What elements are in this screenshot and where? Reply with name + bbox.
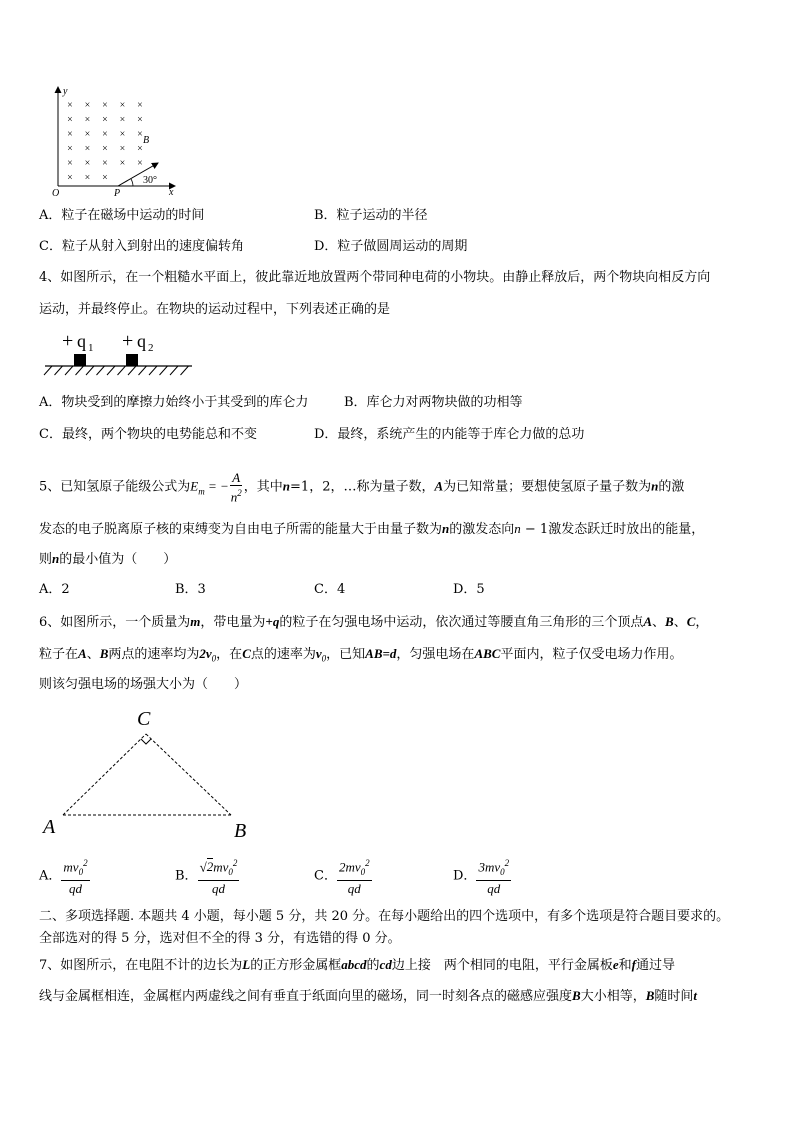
var-e: e xyxy=(612,957,619,972)
var-n: n xyxy=(52,551,60,566)
hatch-line xyxy=(107,366,115,375)
triangle-figure xyxy=(38,700,268,845)
speed-2v0: 2v xyxy=(199,646,212,661)
field-cross: × xyxy=(137,100,143,111)
var-n: n xyxy=(282,478,291,494)
q6-l2-text: 两点的速率均为 xyxy=(108,647,200,662)
q5-stem-line3 xyxy=(39,550,176,569)
magnetic-field-figure xyxy=(45,83,185,201)
vertex-c-label: C xyxy=(137,708,151,730)
q4-stem-line2: 运动，并最终停止。在物块的运动过程中，下列表述正确的是 xyxy=(39,302,391,317)
field-cross: × xyxy=(84,114,91,126)
q7-l1-text: 的正方形金属框 xyxy=(250,958,342,973)
q7-l1-text: 的 xyxy=(366,958,380,973)
hatch-line xyxy=(97,366,105,375)
field-cross: × xyxy=(84,100,91,111)
hatch-line xyxy=(65,366,73,375)
side-ac xyxy=(63,734,146,815)
energy-fraction xyxy=(229,470,244,504)
q3-option-b: B．粒子运动的半径 xyxy=(314,208,428,223)
q7-l1-text: 边上接 两个相同的电阻，平行金属板 xyxy=(391,958,613,973)
q1-subscript: 1 xyxy=(88,342,94,354)
q5-l1-text: 为已知常量；要想使氢原子量子数为 xyxy=(443,479,652,495)
var-abc: ABC xyxy=(474,646,501,661)
field-cross: × xyxy=(119,129,126,140)
hatch-line xyxy=(160,366,168,375)
q5-l1-text: 5、已知氢原子能级公式为 xyxy=(39,479,191,495)
q4-option-b: B．库仑力对两物块做的功相等 xyxy=(344,395,523,410)
y-axis-label: y xyxy=(63,86,68,97)
var-t: t xyxy=(693,988,698,1003)
field-cross: × xyxy=(84,143,91,155)
hatch-line xyxy=(128,366,136,375)
q4-option-d: D．最终，系统产生的内能等于库仑力做的总功 xyxy=(314,427,585,442)
field-cross: × xyxy=(67,158,73,169)
field-b-label: B xyxy=(143,135,150,146)
var-abcd: abcd xyxy=(341,957,367,972)
origin-label: O xyxy=(52,188,60,199)
field-cross: × xyxy=(137,114,143,126)
q3-option-c: C．粒子从射入到射出的速度偏转角 xyxy=(39,239,244,254)
q4-stem-line1: 4、如图所示，在一个粗糙水平面上，彼此靠近地放置两个带同种电荷的小物块。由静止释放后，两个物块向相反方向 xyxy=(39,270,711,285)
speed-subscript: 0 xyxy=(321,653,327,664)
q2-letter: q xyxy=(137,331,146,351)
option-d-fraction xyxy=(476,856,511,896)
q6-stem-line1 xyxy=(39,613,708,632)
var-q: +q xyxy=(265,614,280,629)
option-b-denominator: qd xyxy=(211,880,225,896)
q1-plus: + xyxy=(62,330,74,352)
block-1 xyxy=(74,354,86,366)
q5-l3-text: 则 xyxy=(39,552,53,567)
q6-l2-text: ，已知 xyxy=(326,647,366,662)
q4-option-c: C．最终，两个物块的电势能总和不变 xyxy=(39,427,257,442)
option-d-numerator: $3mv_0^2$ xyxy=(476,856,511,881)
var-b: B xyxy=(572,988,581,1003)
q5-option-a: A．2 xyxy=(39,582,70,597)
field-cross: × xyxy=(119,114,126,126)
q5-stem-line2 xyxy=(39,520,704,539)
option-b-numerator: $√2mv_0^2$ xyxy=(198,856,240,881)
q5-l1-text: ，其中 xyxy=(243,479,283,495)
option-a-numerator: $mv_0^2$ xyxy=(61,856,89,881)
hatch-line xyxy=(76,366,84,375)
var-c: C xyxy=(242,646,251,661)
q5-l1-text: 的激 xyxy=(658,479,685,495)
option-label: C． xyxy=(314,868,337,884)
energy-symbol: E xyxy=(190,478,199,494)
field-cross: × xyxy=(119,100,126,111)
var-n: n xyxy=(442,521,450,536)
field-cross: × xyxy=(102,129,108,140)
field-cross: × xyxy=(102,158,108,169)
q7-l1-text: 7、如图所示，在电阻不计的边长为 xyxy=(39,958,243,973)
q5-option-d: D．5 xyxy=(453,582,485,597)
option-d-denominator: qd xyxy=(487,880,501,896)
q6-l2-text: 、 xyxy=(86,647,100,662)
q6-l2-text: ，在 xyxy=(216,647,243,662)
field-cross: × xyxy=(102,172,108,184)
q5-l1-text: =1，2，…称为量子数， xyxy=(290,479,435,495)
q7-l2-text: 随时间 xyxy=(654,989,694,1004)
hatch-line xyxy=(86,366,94,375)
field-cross: × xyxy=(84,129,91,140)
q5-option-c: C．4 xyxy=(314,582,346,597)
ground-hatching xyxy=(44,366,189,375)
q6-option-b xyxy=(175,856,239,896)
field-cross: × xyxy=(137,143,143,155)
q6-l1-text: 、 xyxy=(673,615,687,630)
var-a: A xyxy=(78,646,87,661)
field-cross: × xyxy=(119,158,126,169)
q2-subscript: 2 xyxy=(148,342,154,354)
q7-stem-line1 xyxy=(39,956,675,975)
q6-l2-text: ，匀强电场在 xyxy=(396,647,475,662)
angle-arc xyxy=(131,179,133,186)
hatch-line xyxy=(118,366,126,375)
q5-l3-text: 的最小值为（ ） xyxy=(59,552,177,567)
field-cross: × xyxy=(102,114,108,126)
hatch-line xyxy=(170,366,178,375)
side-bc xyxy=(146,734,231,815)
q6-l2-text: 粒子在 xyxy=(39,647,79,662)
q5-stem-line1 xyxy=(39,470,684,504)
ab-equals-d: AB=d xyxy=(365,646,397,661)
energy-subscript: m xyxy=(198,486,205,497)
option-label: A． xyxy=(39,868,62,884)
section2-heading-line2: 全部选对的得 5 分，选对但不全的得 3 分，有选错的得 0 分。 xyxy=(39,931,401,946)
q6-l1-text: ， xyxy=(695,615,709,630)
q4-option-a: A．物块受到的摩擦力始终小于其受到的库仑力 xyxy=(39,395,309,410)
var-c: C xyxy=(686,614,696,629)
var-m: m xyxy=(190,614,201,629)
field-cross: × xyxy=(67,114,73,126)
var-n: n xyxy=(651,478,659,494)
hatch-line xyxy=(181,366,189,375)
q7-l2-text: 线与金属框相连，金属框内两虚线之间有垂直于纸面向里的磁场，同一时刻各点的磁感应强度 xyxy=(39,989,573,1004)
field-cross-grid xyxy=(67,100,143,184)
x-axis-label: x xyxy=(169,187,174,198)
field-cross: × xyxy=(67,100,73,111)
q5-option-b: B．3 xyxy=(175,582,206,597)
q1-letter: q xyxy=(77,331,86,351)
q7-l2-text: 大小相等， xyxy=(580,989,646,1004)
option-a-fraction xyxy=(61,856,89,896)
hatch-line xyxy=(44,366,52,375)
q6-l1-text: ，带电量为 xyxy=(200,615,266,630)
var-n: n xyxy=(514,521,521,536)
q5-l2-text: 发态的电子脱离原子核的束缚变为自由电子所需的能量大于由量子数为 xyxy=(39,522,443,537)
vertex-b-label: B xyxy=(234,820,247,842)
q7-l1-text: 通过导 xyxy=(635,958,675,973)
q5-l2-text: 的激发态向 xyxy=(449,522,515,537)
field-cross: × xyxy=(67,172,73,184)
denominator-n: n xyxy=(230,489,238,505)
vertex-a-label: A xyxy=(43,816,56,838)
var-cd: cd xyxy=(379,957,392,972)
field-cross: × xyxy=(119,143,126,155)
denominator-exponent: 2 xyxy=(237,488,242,498)
var-l: L xyxy=(242,957,251,972)
q6-stem-line3: 则该匀强电场的场强大小为（ ） xyxy=(39,677,248,692)
q7-stem-line2 xyxy=(39,987,697,1006)
fraction-denominator xyxy=(229,486,244,504)
option-label: D． xyxy=(453,868,477,884)
q6-l1-text: 6、如图所示，一个质量为 xyxy=(39,615,191,630)
q6-l2-text: 点的速率为 xyxy=(250,647,316,662)
q6-l2-text: 平面内，粒子仅受电场力作用。 xyxy=(500,647,683,662)
option-b-fraction xyxy=(198,856,240,896)
section2-heading-line1: 二、多项选择题. 本题共 4 小题，每小题 5 分，共 20 分。在每小题给出的四个选项中，有多个选项是符合题目要求的。 xyxy=(39,909,730,924)
q6-option-c xyxy=(314,856,372,896)
var-b: B xyxy=(645,988,655,1003)
field-cross: × xyxy=(67,129,73,140)
field-cross: × xyxy=(84,158,91,169)
field-cross: × xyxy=(67,143,73,155)
var-f: f xyxy=(631,957,636,972)
speed-subscript: 0 xyxy=(211,653,217,664)
charged-blocks-figure xyxy=(40,327,200,383)
q2-plus: + xyxy=(122,330,134,352)
var-b: B xyxy=(99,646,109,661)
field-cross: × xyxy=(102,100,108,111)
equals-minus: = − xyxy=(204,478,229,494)
q6-l1-text: 的粒子在匀强电场中运动，依次通过等腰直角三角形的三个顶点 xyxy=(279,615,644,630)
var-b: B xyxy=(665,614,674,629)
fraction-numerator: A xyxy=(232,470,241,485)
option-c-numerator: $2mv_0^2$ xyxy=(337,856,372,881)
field-cross: × xyxy=(137,129,143,140)
hatch-line xyxy=(139,366,147,375)
q3-option-d: D．粒子做圆周运动的周期 xyxy=(314,239,468,254)
hatch-line xyxy=(55,366,63,375)
block-2 xyxy=(126,354,138,366)
q6-option-d xyxy=(453,856,511,896)
q6-option-a xyxy=(39,856,90,896)
q6-l1-text: 、 xyxy=(652,615,666,630)
hatch-line xyxy=(149,366,157,375)
q6-stem-line2 xyxy=(39,645,682,668)
field-cross: × xyxy=(102,143,108,155)
option-c-denominator: qd xyxy=(347,880,361,896)
angle-label: 30° xyxy=(143,175,157,186)
option-a-denominator: qd xyxy=(68,880,82,896)
option-c-fraction xyxy=(337,856,372,896)
point-p-label: P xyxy=(114,188,121,199)
speed-v0: v xyxy=(315,646,322,661)
right-angle-mark xyxy=(141,739,151,744)
option-label: B． xyxy=(175,868,198,884)
field-cross: × xyxy=(84,172,91,184)
var-a: A xyxy=(643,614,653,629)
q7-l1-text: 和 xyxy=(618,958,632,973)
q5-l2-text: − 1激发态跃迁时放出的能量， xyxy=(520,522,705,537)
field-cross: × xyxy=(137,158,143,169)
var-a: A xyxy=(434,478,444,494)
q3-option-a: A．粒子在磁场中运动的时间 xyxy=(39,208,205,223)
